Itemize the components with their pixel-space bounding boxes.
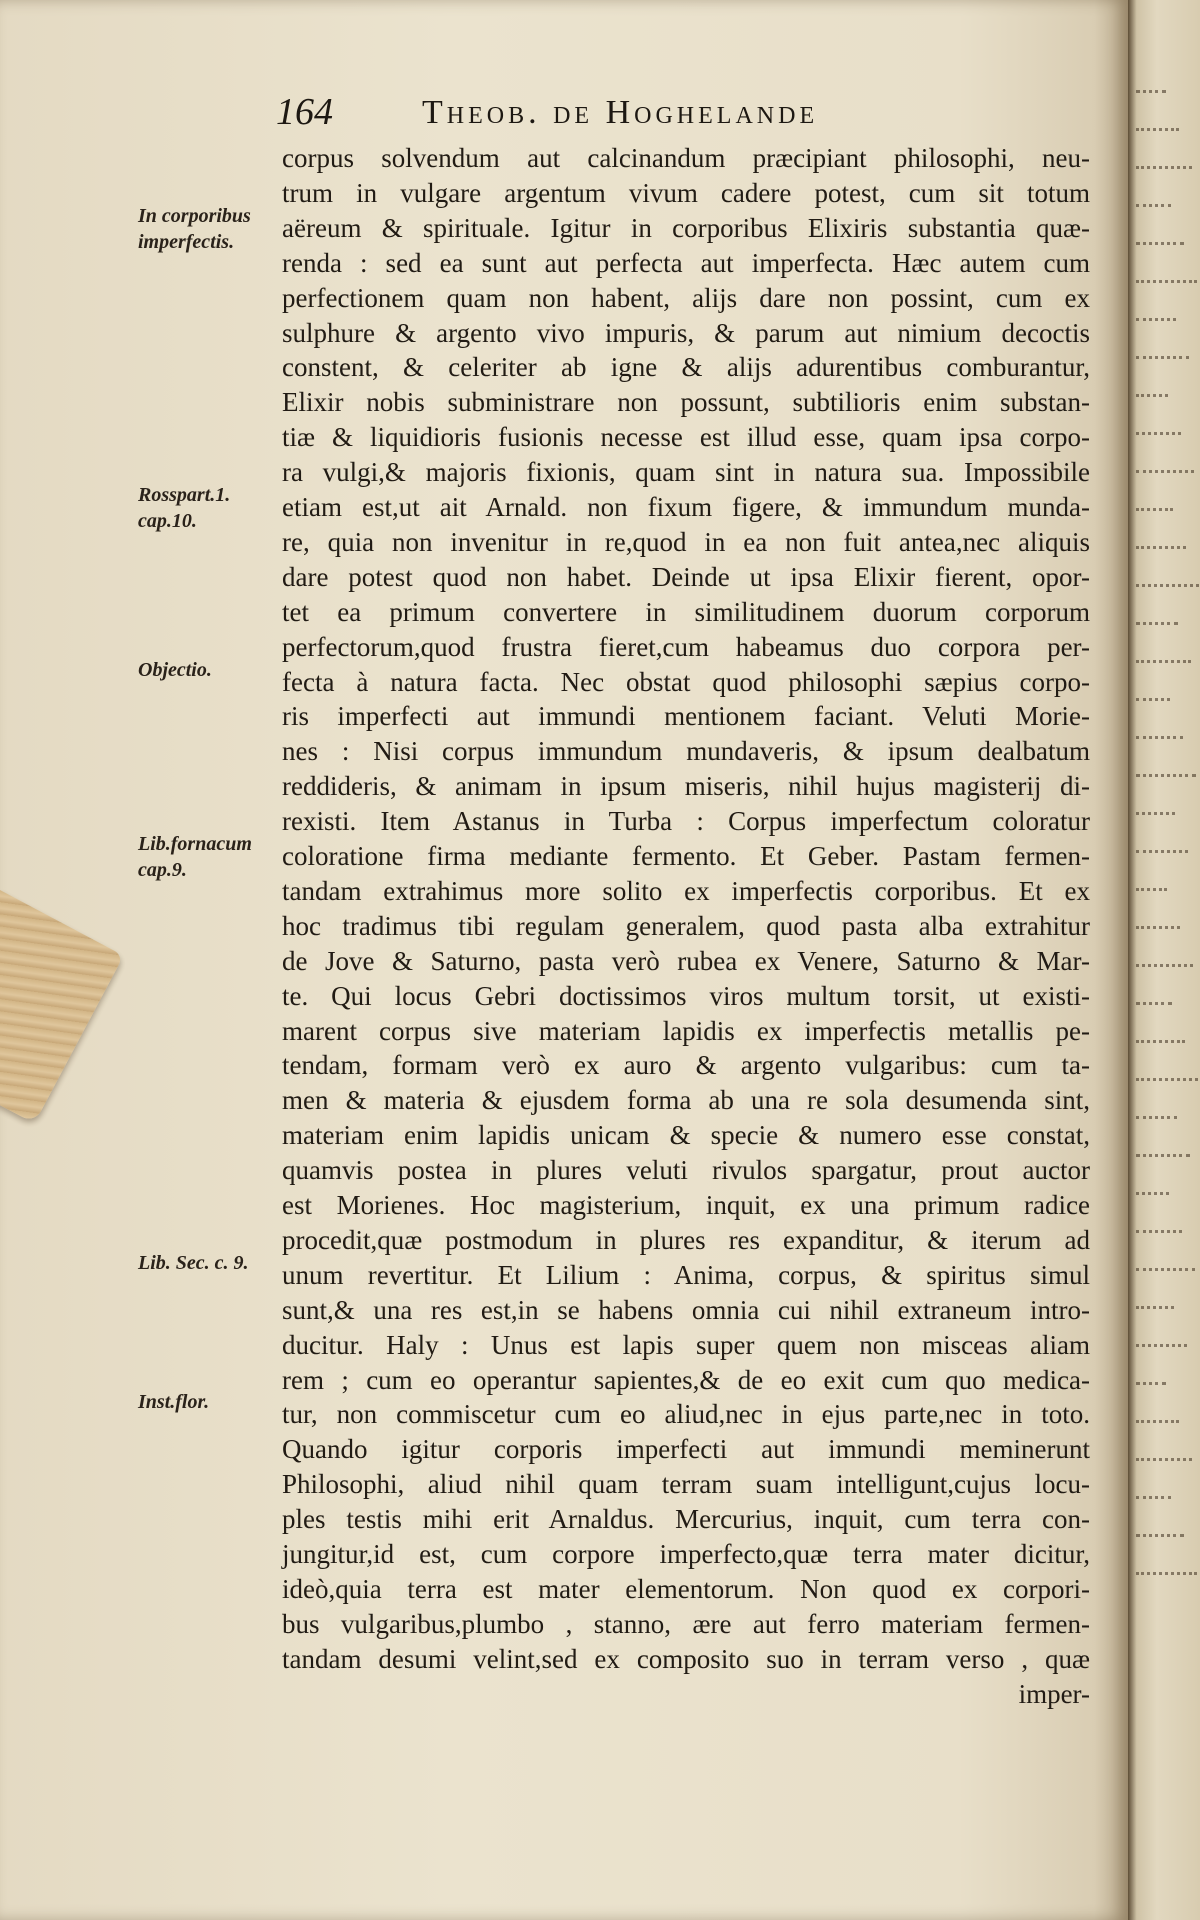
text-line: reddideris, & animam in ipsum miseris, nihil hujus magisterij di- (282, 771, 1090, 802)
text-line: sulphure & argento vivo impuris, & parum aut nimium decoctis (282, 317, 1090, 348)
text-line: perfectionem quam non habent, alijs dare non possint, cum ex (282, 282, 1090, 313)
facing-page-text-fragment (1136, 736, 1183, 740)
text-line: etiam est,ut ait Arnald. non fixum figere, & immundum munda- (282, 492, 1090, 522)
facing-page-text-fragment (1136, 584, 1199, 588)
text-line: sunt,& una res est,in se habens omnia cui nihil extraneum intro- (282, 1294, 1090, 1325)
facing-page-text-fragment (1136, 1458, 1192, 1462)
facing-page-text-fragment (1136, 1344, 1187, 1348)
facing-page-text-fragment (1136, 280, 1197, 284)
facing-page-text-fragment (1136, 318, 1176, 322)
text-line: bus vulgaribus,plumbo , stanno, ære aut ferro materiam fermen- (282, 1608, 1090, 1639)
facing-page-text-fragment (1136, 660, 1191, 664)
text-line: ris imperfecti aut immundi mentionem faciant. Veluti Morie- (282, 701, 1090, 732)
margin-note: Lib. Sec. c. 9. (138, 1251, 249, 1274)
facing-page-text-fragment (1136, 812, 1175, 816)
text-line: re, quia non invenitur in re,quod in ea non fuit antea,nec aliquis (282, 526, 1090, 557)
text-line: constent, & celeriter ab igne & alijs adurentibus comburantur, (282, 352, 1090, 383)
text-line: procedit,quæ postmodum in plures res expanditur, & iterum ad (282, 1224, 1090, 1255)
facing-page-text-fragment (1136, 1154, 1190, 1158)
text-line: te. Qui locus Gebri doctissimos viros multum torsit, ut existi- (282, 980, 1090, 1011)
text-line: dare potest quod non habet. Deinde ut ipsa Elixir fierent, opor- (282, 561, 1090, 592)
text-line: tandam desumi velint,sed ex composito suo in terram verso , quæ (282, 1643, 1090, 1674)
text-line: Philosophi, aliud nihil quam terram suam intelligunt,cujus locu- (282, 1469, 1090, 1500)
facing-page-text-fragment (1136, 850, 1188, 854)
text-line: ideò,quia terra est mater elementorum. Non quod ex corpori- (282, 1573, 1090, 1604)
facing-page-text-fragment (1136, 964, 1193, 968)
facing-page-text-fragment (1136, 508, 1173, 512)
margin-note: Objectio. (138, 658, 212, 681)
text-line: marent corpus sive materiam lapidis ex imperfectis metallis pe- (282, 1015, 1090, 1046)
facing-page-text-fragment (1136, 242, 1184, 246)
text-line: tur, non commiscetur cum eo aliud,nec in ejus parte,nec in toto. (282, 1399, 1090, 1430)
text-line: coloratione firma mediante fermento. Et Geber. Pastam fermen- (282, 841, 1090, 871)
text-line: Elixir nobis subministrare non possunt, subtilioris enim substan- (282, 387, 1090, 418)
text-line: de Jove & Saturno, pasta verò rubea ex Venere, Saturno & Mar- (282, 945, 1090, 976)
facing-page-text-fragment (1136, 546, 1186, 550)
facing-page-text-fragment (1136, 1420, 1179, 1424)
margin-note: In corporibus imperfectis. (138, 204, 251, 253)
text-line: tendam, formam verò ex auro & argento vulgaribus: cum ta- (282, 1050, 1090, 1081)
text-line: aëreum & spirituale. Igitur in corporibus Elixiris substantia quæ- (282, 212, 1090, 243)
text-line: tandam extrahimus more solito ex imperfectis corporibus. Et ex (282, 875, 1090, 906)
margin-note: Rosspart.1. cap.10. (138, 484, 231, 532)
facing-page-text-fragment (1136, 432, 1181, 436)
text-line: tet ea primum convertere in similitudinem duorum corporum (282, 596, 1090, 627)
text-line: ples testis mihi erit Arnaldus. Mercurius, inquit, cum terra con- (282, 1504, 1090, 1535)
margin-note: Lib.fornacum cap.9. (138, 833, 252, 881)
running-title: Theob. de Hoghelande (422, 94, 819, 131)
text-line: Quando igitur corporis imperfecti aut immundi meminerunt (282, 1434, 1090, 1465)
text-line: jungitur,id est, cum corpore imperfecto,quæ terra mater dicitur, (282, 1539, 1090, 1569)
facing-page-text-fragment (1136, 394, 1168, 398)
text-line: est Morienes. Hoc magisterium, inquit, ex una primum radice (282, 1190, 1090, 1220)
facing-page-text-fragment (1136, 774, 1196, 778)
margin-note: Inst.flor. (138, 1391, 210, 1414)
text-line: corpus solvendum aut calcinandum præcipiant philosophi, neu- (282, 143, 1090, 173)
text-line: hoc tradimus tibi regulam generalem, quod pasta alba extrahitur (282, 910, 1090, 941)
facing-page-text-fragment (1136, 1002, 1172, 1006)
text-line: tiæ & liquidioris fusionis necesse est illud esse, quam ipsa corpo- (282, 422, 1090, 453)
facing-page-text-fragment (1136, 166, 1192, 170)
text-line: materiam enim lapidis unicam & specie & numero esse constat, (282, 1120, 1090, 1151)
text-line: unum revertitur. Et Lilium : Anima, corpus, & spiritus simul (282, 1259, 1090, 1290)
facing-page-text-fragment (1136, 204, 1171, 208)
text-line: nes : Nisi corpus immundum mundaveris, & ipsum dealbatum (282, 736, 1090, 767)
facing-page-text-fragment (1136, 1382, 1166, 1386)
facing-page-text-fragment (1136, 128, 1179, 132)
facing-page-text-fragment (1136, 470, 1194, 474)
facing-page-text-fragment (1136, 90, 1166, 94)
text-line: trum in vulgare argentum vivum cadere potest, cum sit totum (282, 177, 1090, 208)
facing-page-text-fragment (1136, 1268, 1195, 1272)
text-line: fecta à natura facta. Nec obstat quod philosophi sæpius corpo- (282, 666, 1090, 697)
facing-page-text-fragment (1136, 1192, 1169, 1196)
facing-page-text-fragment (1136, 1534, 1184, 1538)
text-line: ducitur. Haly : Unus est lapis super quem non misceas aliam (282, 1329, 1090, 1360)
page-number: 164 (276, 91, 333, 133)
facing-page-text-fragment (1136, 1306, 1174, 1310)
facing-page-text-fragment (1136, 1230, 1182, 1234)
text-line: ra vulgi,& majoris fixionis, quam sint in natura sua. Impossibile (282, 457, 1090, 488)
text-line: imper- (1018, 1678, 1090, 1709)
facing-page-text-fragment (1136, 1078, 1198, 1082)
facing-page-text-fragment (1136, 888, 1167, 892)
facing-page-text-fragment (1136, 1572, 1197, 1576)
facing-page-text-fragment (1136, 1496, 1171, 1500)
facing-page-text-fragment (1136, 1040, 1185, 1044)
text-line: rem ; cum eo operantur sapientes,& de eo exit cum quo medica- (282, 1364, 1090, 1395)
facing-page-text-fragment (1136, 356, 1189, 360)
facing-page-text-fragment (1136, 622, 1178, 626)
facing-page-text-fragment (1136, 698, 1170, 702)
facing-page-text-fragment (1136, 926, 1180, 930)
facing-page-edge (1128, 0, 1200, 1920)
page-header (276, 90, 996, 136)
text-line: perfectorum,quod frustra fieret,cum habeamus duo corpora per- (282, 631, 1090, 662)
text-line: men & materia & ejusdem forma ab una re sola desumenda sint, (282, 1085, 1090, 1116)
text-line: rexisti. Item Astanus in Turba : Corpus imperfectum coloratur (282, 806, 1090, 837)
text-line: renda : sed ea sunt aut perfecta aut imperfecta. Hæc autem cum (282, 247, 1090, 278)
text-line: quamvis postea in plures veluti rivulos spargatur, prout auctor (282, 1155, 1090, 1186)
facing-page-text-fragment (1136, 1116, 1177, 1120)
